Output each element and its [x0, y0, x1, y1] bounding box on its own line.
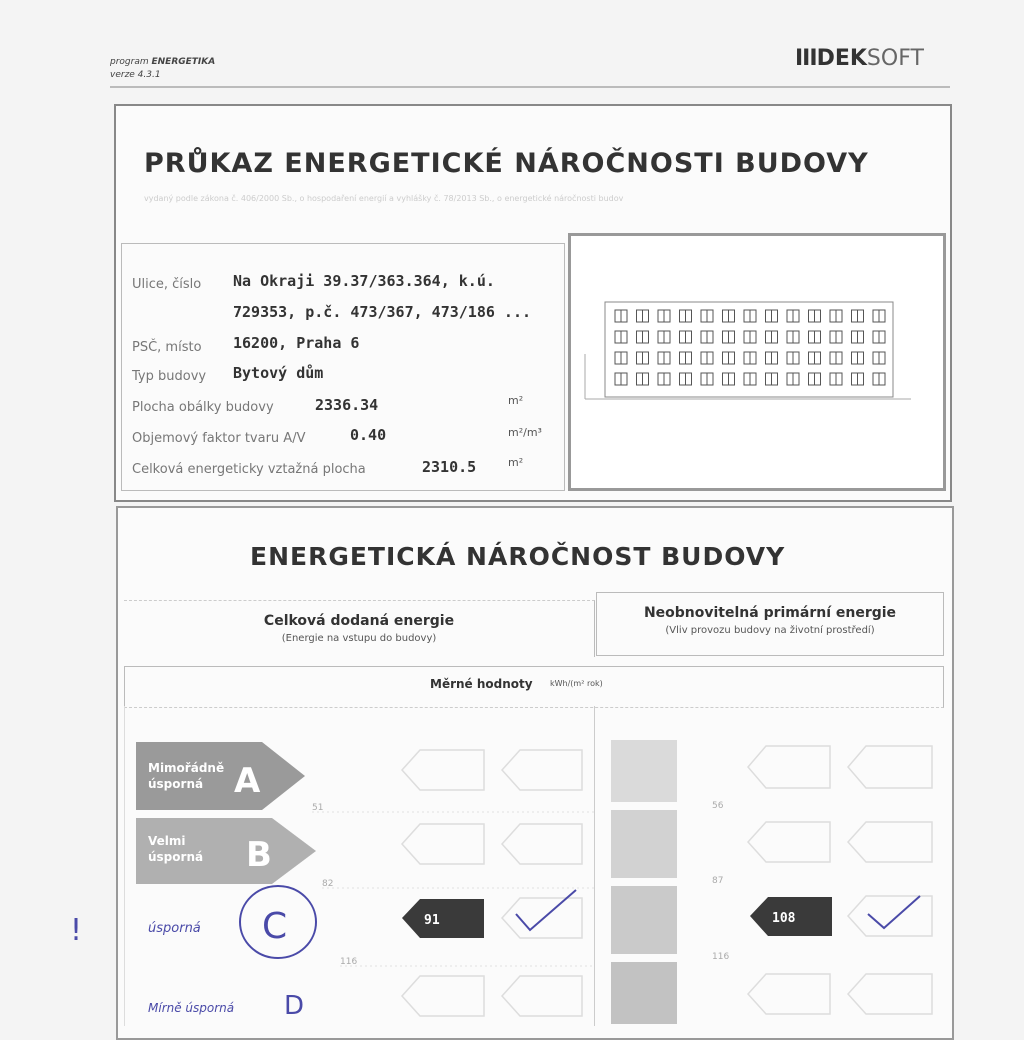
certificate-title: PRŮKAZ ENERGETICKÉ NÁROČNOSTI BUDOVY [144, 148, 869, 179]
primary-energy-header [596, 592, 944, 656]
right-marker-b1 [748, 822, 830, 862]
class-a-arrow [136, 742, 305, 810]
logo-soft: SOFT [866, 46, 924, 71]
handwritten-class-d-text: Mírně úsporná [148, 1001, 235, 1015]
certificate-subtitle: vydaný podle zákona č. 406/2000 Sb., o hospodaření energií a vyhlášky č. 78/2013 Sb., o energetické náročnosti budov [144, 194, 624, 203]
right-marker-a1 [748, 746, 830, 788]
version-label: verze 4.3.1 [110, 70, 161, 80]
class-b-letter: B [246, 835, 272, 875]
program-name: ENERGETIKA [151, 57, 216, 67]
class-a-label-1: Mimořádně [148, 761, 225, 775]
delivered-energy-header [124, 600, 595, 657]
specific-values-label: Měrné hodnoty [430, 677, 533, 691]
delivered-value: 91 [424, 913, 440, 928]
primary-energy-title: Neobnovitelná primární energie [643, 605, 897, 621]
right-marker-d2 [848, 974, 932, 1014]
logo-dek: DEK [816, 46, 867, 71]
right-tick-2: 87 [712, 876, 724, 886]
envelope-value: 2336.34 [315, 396, 379, 414]
left-marker-b2 [502, 824, 582, 864]
handwritten-margin-mark: ! [70, 913, 83, 948]
class-a-letter: A [234, 761, 261, 801]
left-marker-b1 [402, 824, 484, 864]
right-tick-1: 56 [712, 801, 724, 811]
left-tick-1: 51 [312, 803, 324, 813]
building-facade-drawing [571, 236, 937, 482]
specific-values-unit: kWh/(m² rok) [550, 679, 603, 688]
program-label: program [110, 57, 149, 67]
program-info [110, 56, 215, 82]
left-marker-c2 [502, 898, 582, 938]
building-photo [568, 233, 946, 491]
right-marker-b2 [848, 822, 932, 862]
class-a-label-2: úsporná [148, 777, 204, 791]
left-marker-a2 [502, 750, 582, 790]
primary-bar-c [611, 886, 677, 954]
right-marker-a2 [848, 746, 932, 788]
performance-title: ENERGETICKÁ NÁROČNOST BUDOVY [250, 542, 786, 571]
deksoft-logo [795, 46, 924, 71]
factor-value: 0.40 [350, 426, 387, 444]
left-marker-d1 [402, 976, 484, 1016]
primary-check-mark [868, 896, 920, 928]
class-b-label-1: Velmi [148, 834, 186, 848]
type-label: Typ budovy [132, 369, 207, 384]
primary-bar-a [611, 740, 677, 802]
factor-label: Objemový faktor tvaru A/V [132, 431, 306, 446]
delivered-energy-title: Celková dodaná energie [263, 613, 455, 629]
delivered-value-badge [402, 899, 484, 938]
street-value-1: Na Okraji 39.37/363.364, k.ú. [233, 272, 495, 290]
right-marker-d1 [748, 974, 830, 1014]
handwritten-class-d-letter: D [284, 991, 305, 1021]
street-label: Ulice, číslo [132, 277, 202, 292]
envelope-label: Plocha obálky budovy [132, 400, 274, 415]
psc-value: 16200, Praha 6 [233, 334, 360, 352]
area-value: 2310.5 [422, 458, 477, 476]
left-tick-2: 82 [322, 879, 334, 889]
header-divider [110, 86, 950, 88]
primary-bar-b [611, 810, 677, 878]
right-tick-3: 116 [712, 952, 730, 962]
energy-rating-scale [0, 700, 1024, 1024]
area-label: Celková energeticky vztažná plocha [132, 462, 366, 477]
logo-bars: III [795, 46, 817, 71]
envelope-unit: m² [508, 394, 524, 407]
factor-unit: m²/m³ [508, 426, 542, 439]
left-marker-a1 [402, 750, 484, 790]
left-tick-3: 116 [340, 957, 358, 967]
delivered-check-mark [516, 890, 576, 930]
handwritten-class-c-text: úsporná [148, 921, 201, 936]
delivered-energy-subtitle: (Energie na vstupu do budovy) [281, 633, 437, 644]
primary-energy-subtitle: (Vliv provozu budovy na životní prostředí) [665, 625, 875, 636]
primary-value: 108 [772, 911, 796, 926]
area-unit: m² [508, 456, 524, 469]
left-marker-d2 [502, 976, 582, 1016]
right-marker-c2 [848, 896, 932, 936]
psc-label: PSČ, místo [132, 340, 202, 355]
street-value-2: 729353, p.č. 473/367, 473/186 ... [233, 303, 532, 321]
primary-bar-d [611, 962, 677, 1024]
handwritten-class-c-letter: C [262, 906, 288, 947]
type-value: Bytový dům [233, 364, 324, 382]
class-b-label-2: úsporná [148, 850, 204, 864]
